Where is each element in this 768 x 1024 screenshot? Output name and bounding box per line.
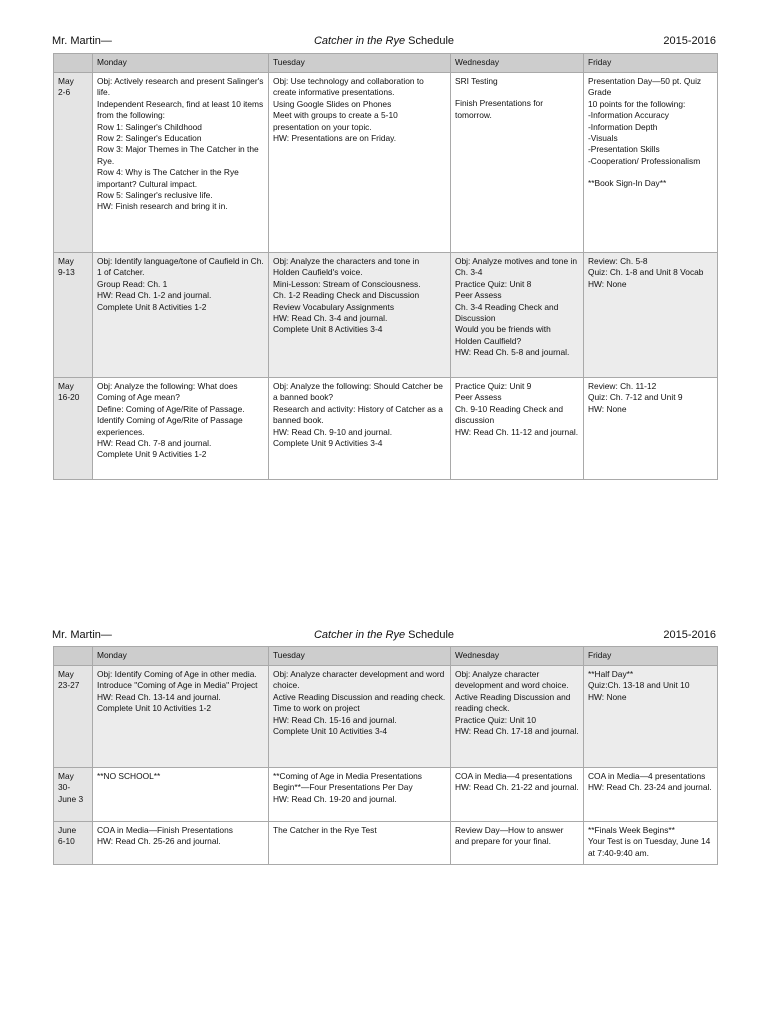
table-row <box>54 768 718 822</box>
cell-monday: Obj: Identify language/tone of Caufield in Ch. 1 of Catcher. Group Read: Ch. 1 HW: Read Ch. 1-2 and journal. Complete Unit 8 Activities 1-2 <box>93 253 269 378</box>
page1-header <box>52 35 716 51</box>
cell-monday: Obj: Identify Coming of Age in other media. Introduce "Coming of Age in Media" Project HW: Read Ch. 13-14 and journal. Complete Unit 10 Activities 1-2 <box>93 666 269 768</box>
row-date: May 23-27 <box>54 666 93 768</box>
cell-monday: **NO SCHOOL** <box>93 768 269 822</box>
cell-friday: COA in Media—4 presentations HW: Read Ch. 23-24 and journal. <box>584 768 718 822</box>
cell-friday: **Half Day** Quiz:Ch. 13-18 and Unit 10 HW: None <box>584 666 718 768</box>
title-suffix: Schedule <box>405 629 455 641</box>
page2-header <box>52 629 716 645</box>
table-row <box>54 253 718 378</box>
cell-wednesday: Obj: Analyze motives and tone in Ch. 3-4 Practice Quiz: Unit 8 Peer Assess Ch. 3-4 Reading Check and Discussion Would you be friends with Holden Caulfield? HW: Read Ch. 5-8 and journal. <box>451 253 584 378</box>
column-header-tuesday: Tuesday <box>269 647 451 666</box>
cell-wednesday: Obj: Analyze character development and word choice. Active Reading Discussion and reading check. Practice Quiz: Unit 10 HW: Read Ch. 17-18 and journal. <box>451 666 584 768</box>
column-header-friday: Friday <box>584 54 718 73</box>
cell-tuesday: Obj: Analyze character development and word choice. Active Reading Discussion and reading check. Time to work on project HW: Read Ch. 15-16 and journal. Complete Unit 10 Activities 3-4 <box>269 666 451 768</box>
cell-wednesday: Practice Quiz: Unit 9 Peer Assess Ch. 9-10 Reading Check and discussion HW: Read Ch. 11-12 and journal. <box>451 378 584 480</box>
title-suffix: Schedule <box>405 35 455 47</box>
cell-monday: COA in Media—Finish Presentations HW: Read Ch. 25-26 and journal. <box>93 822 269 865</box>
cell-wednesday: COA in Media—4 presentations HW: Read Ch. 21-22 and journal. <box>451 768 584 822</box>
column-header-tuesday: Tuesday <box>269 54 451 73</box>
cell-monday: Obj: Analyze the following: What does Coming of Age mean? Define: Coming of Age/Rite of Passage. Identify Coming of Age/Rite of Passage experiences. HW: Read Ch. 7-8 and journal. Complete Unit 9 Activities 1-2 <box>93 378 269 480</box>
teacher-name: Mr. Martin— <box>52 35 112 47</box>
teacher-name: Mr. Martin— <box>52 629 112 641</box>
title-book-name: Catcher in the Rye <box>313 629 406 641</box>
cell-monday: Obj: Actively research and present Salinger's life. Independent Research, find at least 10 items from the following: Row 1: Salinger's Childhood Row 2: Salinger's Education Row 3: Major Themes in The Catcher in the Rye. Row 4: Why is The Catcher in the Rye important? Cultural impact. Row 5: Salinger's reclusive life. HW: Finish research and bring it in. <box>93 73 269 253</box>
column-header-date <box>54 54 93 73</box>
table-header-row <box>54 647 718 666</box>
title-book-name: Catcher in the Rye <box>313 35 406 47</box>
table-row <box>54 822 718 865</box>
column-header-friday: Friday <box>584 647 718 666</box>
row-date: May 9-13 <box>54 253 93 378</box>
cell-tuesday: The Catcher in the Rye Test <box>269 822 451 865</box>
cell-tuesday: Obj: Use technology and collaboration to create informative presentations. Using Google Slides on Phones Meet with groups to create a 5-10 presentation on your topic. HW: Presentations are on Friday. <box>269 73 451 253</box>
cell-friday: Review: Ch. 11-12 Quiz: Ch. 7-12 and Unit 9 HW: None <box>584 378 718 480</box>
table-row <box>54 378 718 480</box>
row-date: June 6-10 <box>54 822 93 865</box>
cell-friday: Review: Ch. 5-8 Quiz: Ch. 1-8 and Unit 8 Vocab HW: None <box>584 253 718 378</box>
row-date: May 16-20 <box>54 378 93 480</box>
cell-tuesday: Obj: Analyze the characters and tone in Holden Caufield's voice. Mini-Lesson: Stream of Consciousness. Ch. 1-2 Reading Check and Discussion Review Vocabulary Assignments HW: Read Ch. 3-4 and journal. Complete Unit 8 Activities 3-4 <box>269 253 451 378</box>
schedule-table-page2 <box>53 646 718 865</box>
row-date: May 2-6 <box>54 73 93 253</box>
cell-wednesday: Review Day—How to answer and prepare for your final. <box>451 822 584 865</box>
column-header-wednesday: Wednesday <box>451 54 584 73</box>
cell-friday: Presentation Day—50 pt. Quiz Grade 10 points for the following: -Information Accuracy -Information Depth -Visuals -Presentation Skills -Cooperation/ Professionalism **Book Sign-In Day** <box>584 73 718 253</box>
column-header-wednesday: Wednesday <box>451 647 584 666</box>
document-title <box>52 35 716 47</box>
table-row <box>54 666 718 768</box>
cell-wednesday: SRI Testing Finish Presentations for tomorrow. <box>451 73 584 253</box>
document-title <box>52 629 716 641</box>
column-header-monday: Monday <box>93 647 269 666</box>
cell-friday: **Finals Week Begins** Your Test is on Tuesday, June 14 at 7:40-9:40 am. <box>584 822 718 865</box>
column-header-monday: Monday <box>93 54 269 73</box>
row-date: May 30- June 3 <box>54 768 93 822</box>
school-year: 2015-2016 <box>663 629 716 641</box>
schedule-table-page1 <box>53 53 718 480</box>
cell-tuesday: **Coming of Age in Media Presentations Begin**—Four Presentations Per Day HW: Read Ch. 19-20 and journal. <box>269 768 451 822</box>
table-row <box>54 73 718 253</box>
cell-tuesday: Obj: Analyze the following: Should Catcher be a banned book? Research and activity: History of Catcher as a banned book. HW: Read Ch. 9-10 and journal. Complete Unit 9 Activities 3-4 <box>269 378 451 480</box>
column-header-date <box>54 647 93 666</box>
table-header-row <box>54 54 718 73</box>
school-year: 2015-2016 <box>663 35 716 47</box>
